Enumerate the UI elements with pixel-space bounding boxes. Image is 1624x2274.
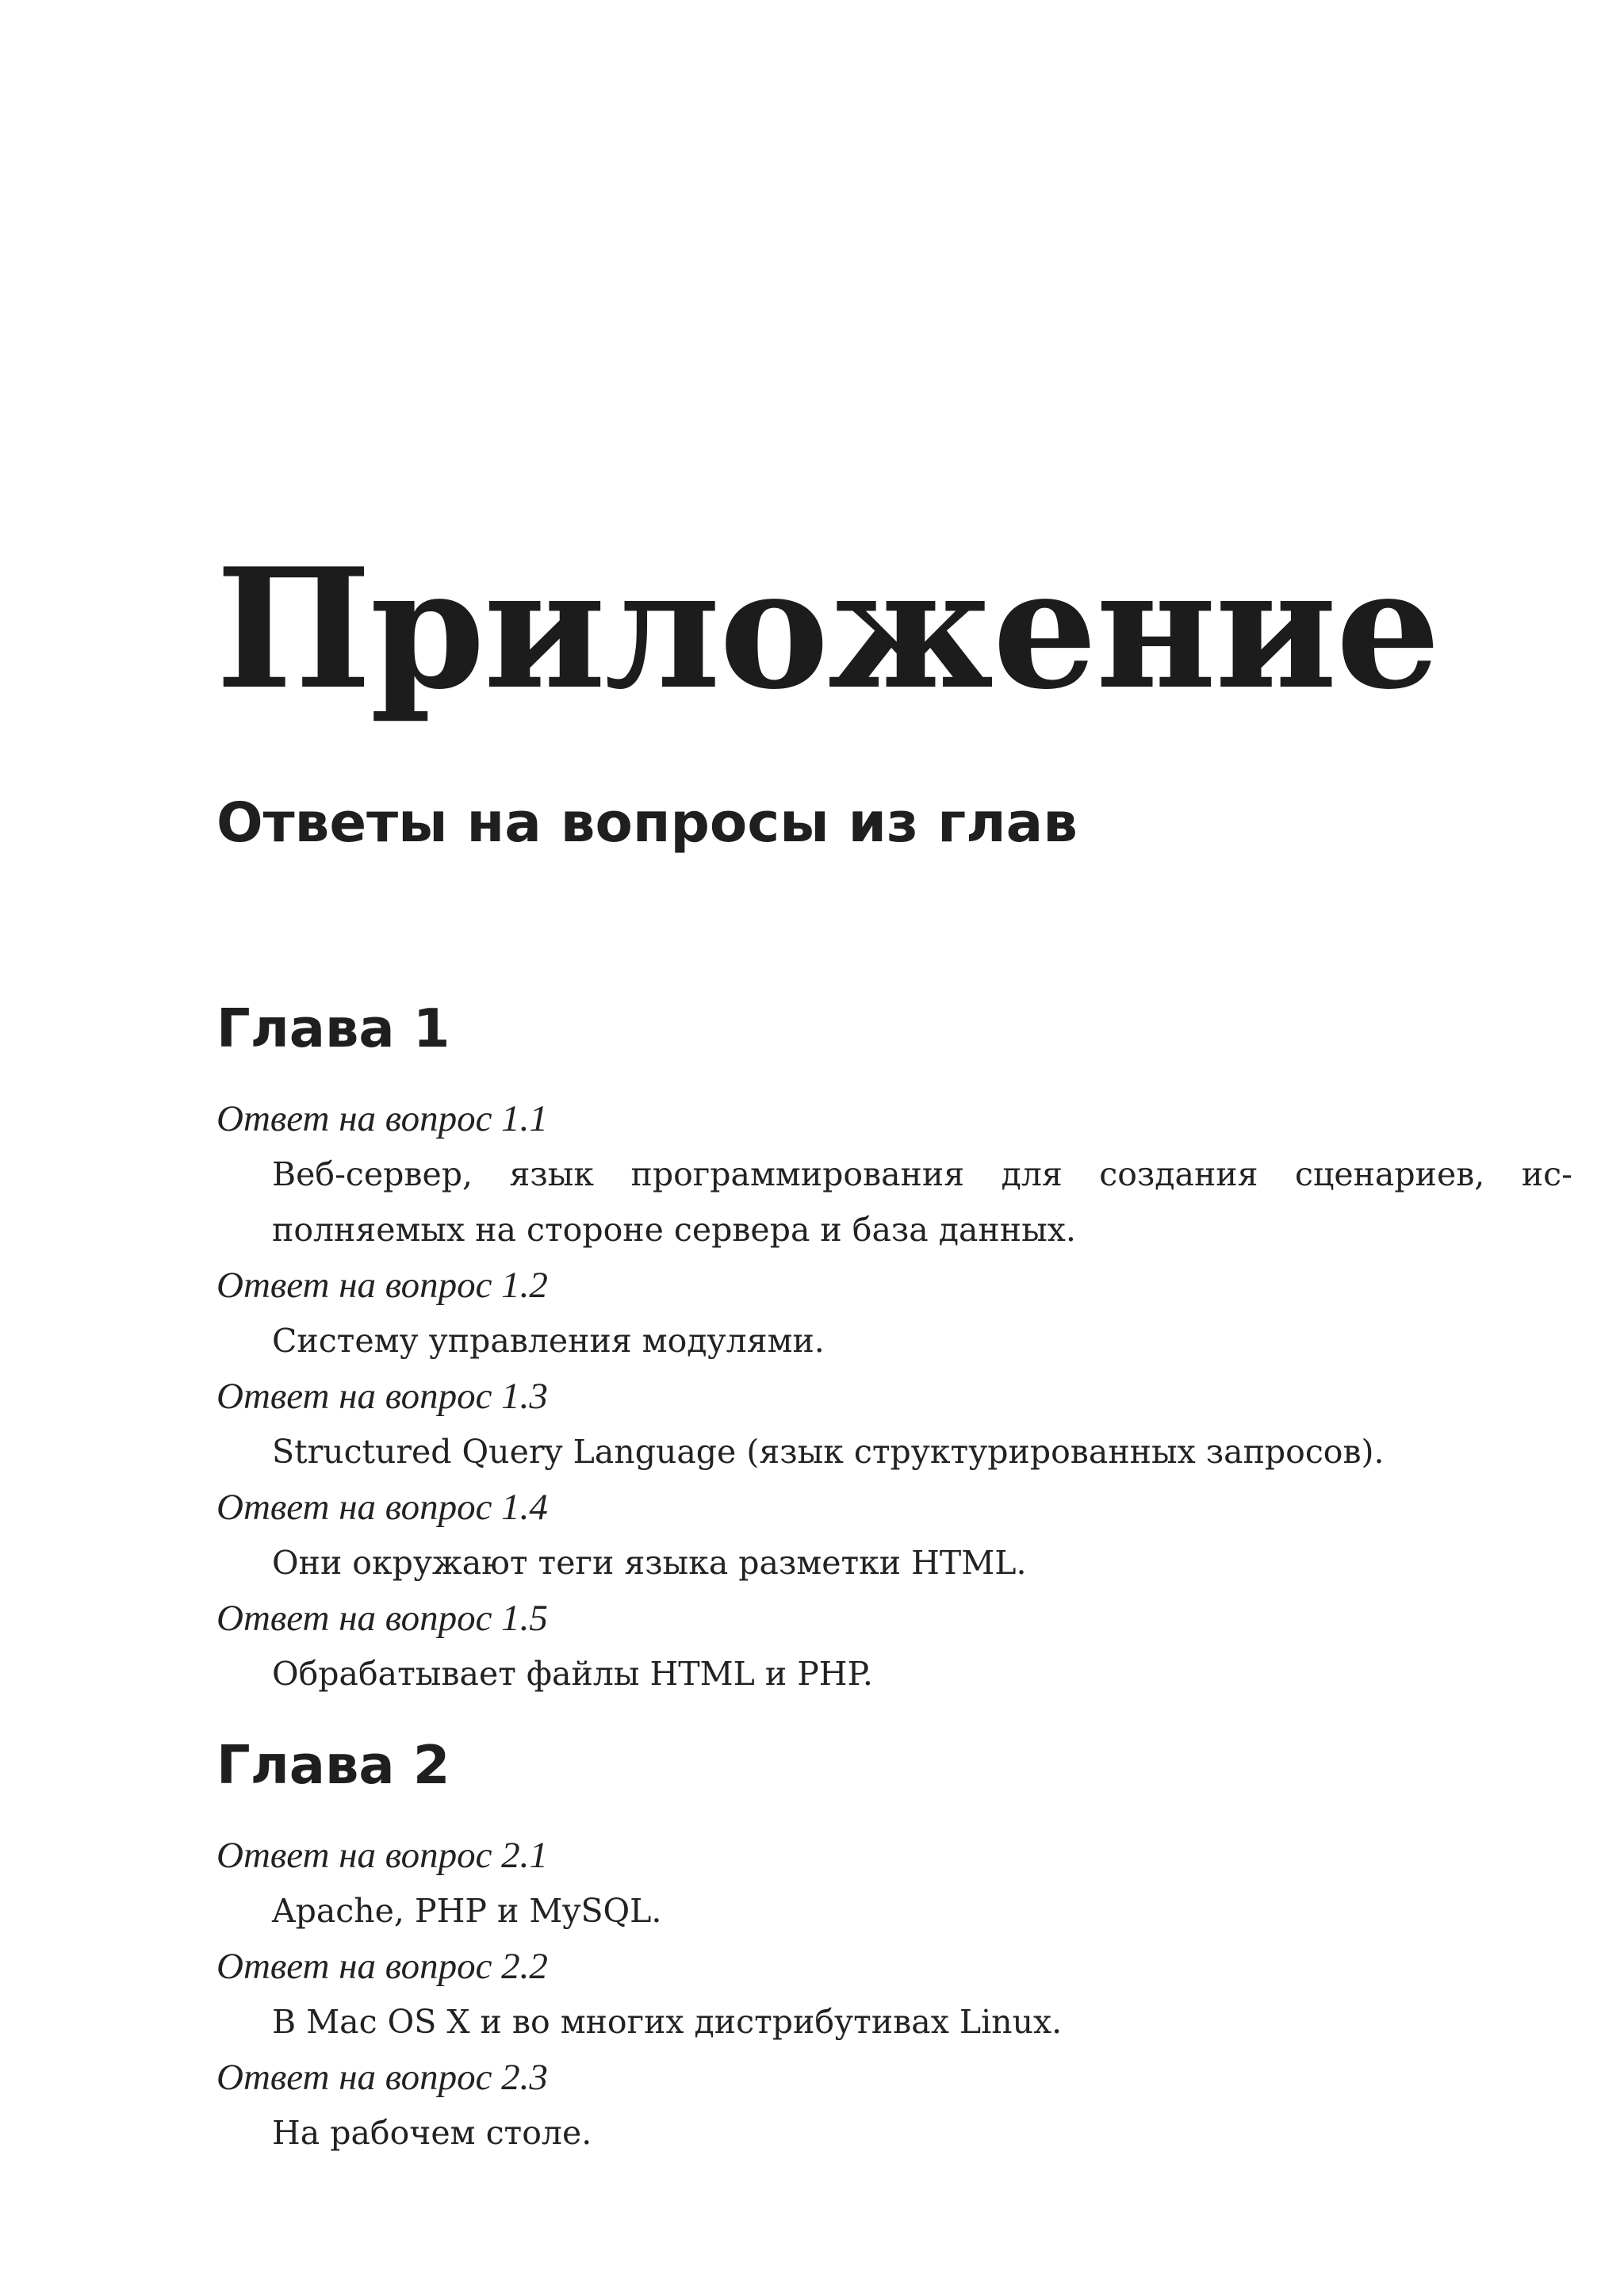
chapter-1-heading: Глава 1 — [216, 997, 450, 1059]
qa-item-1-1 — [216, 1091, 1572, 1258]
answer-text: Систему управления модулями. — [272, 1322, 825, 1360]
answer-text: Обрабатывает файлы HTML и PHP. — [272, 1655, 873, 1693]
question-label: Ответ на вопрос 2.3 — [216, 2057, 548, 2098]
qa-item-1-5 — [216, 1591, 1565, 1702]
answer-text: Apache, PHP и MySQL. — [272, 1892, 662, 1930]
appendix-subtitle: Ответы на вопросы из глав — [216, 791, 1078, 855]
chapter-2-section — [216, 1734, 1565, 2161]
question-label: Ответ на вопрос 1.5 — [216, 1598, 548, 1639]
qa-item-2-2 — [216, 1939, 1565, 2050]
answer-text: Structured Query Language (язык структурированных запросов). — [272, 1433, 1385, 1471]
qa-item-2-3 — [216, 2050, 1565, 2161]
qa-item-2-1 — [216, 1828, 1565, 1939]
question-label: Ответ на вопрос 1.3 — [216, 1376, 548, 1417]
question-label: Ответ на вопрос 1.4 — [216, 1487, 548, 1528]
answer-text: Они окружают теги языка разметки HTML. — [272, 1544, 1027, 1582]
chapter-1-section — [216, 997, 1572, 1702]
answer-text: В Mac OS X и во многих дистрибутивах Linux. — [272, 2003, 1063, 2041]
qa-item-1-3 — [216, 1369, 1565, 1480]
qa-item-1-2 — [216, 1258, 1565, 1369]
question-label: Ответ на вопрос 2.1 — [216, 1835, 548, 1876]
qa-item-1-4 — [216, 1480, 1565, 1591]
chapter-2-heading: Глава 2 — [216, 1734, 450, 1796]
question-label: Ответ на вопрос 2.2 — [216, 1946, 548, 1987]
answer-text: На рабочем столе. — [272, 2114, 592, 2152]
appendix-title: Приложение — [216, 533, 1439, 726]
question-label: Ответ на вопрос 1.1 — [216, 1098, 548, 1139]
question-label: Ответ на вопрос 1.2 — [216, 1265, 548, 1306]
answer-text: Веб-сервер, язык программирования для создания сценариев, исполняемых на стороне сервера и база данных. — [272, 1155, 1572, 1249]
